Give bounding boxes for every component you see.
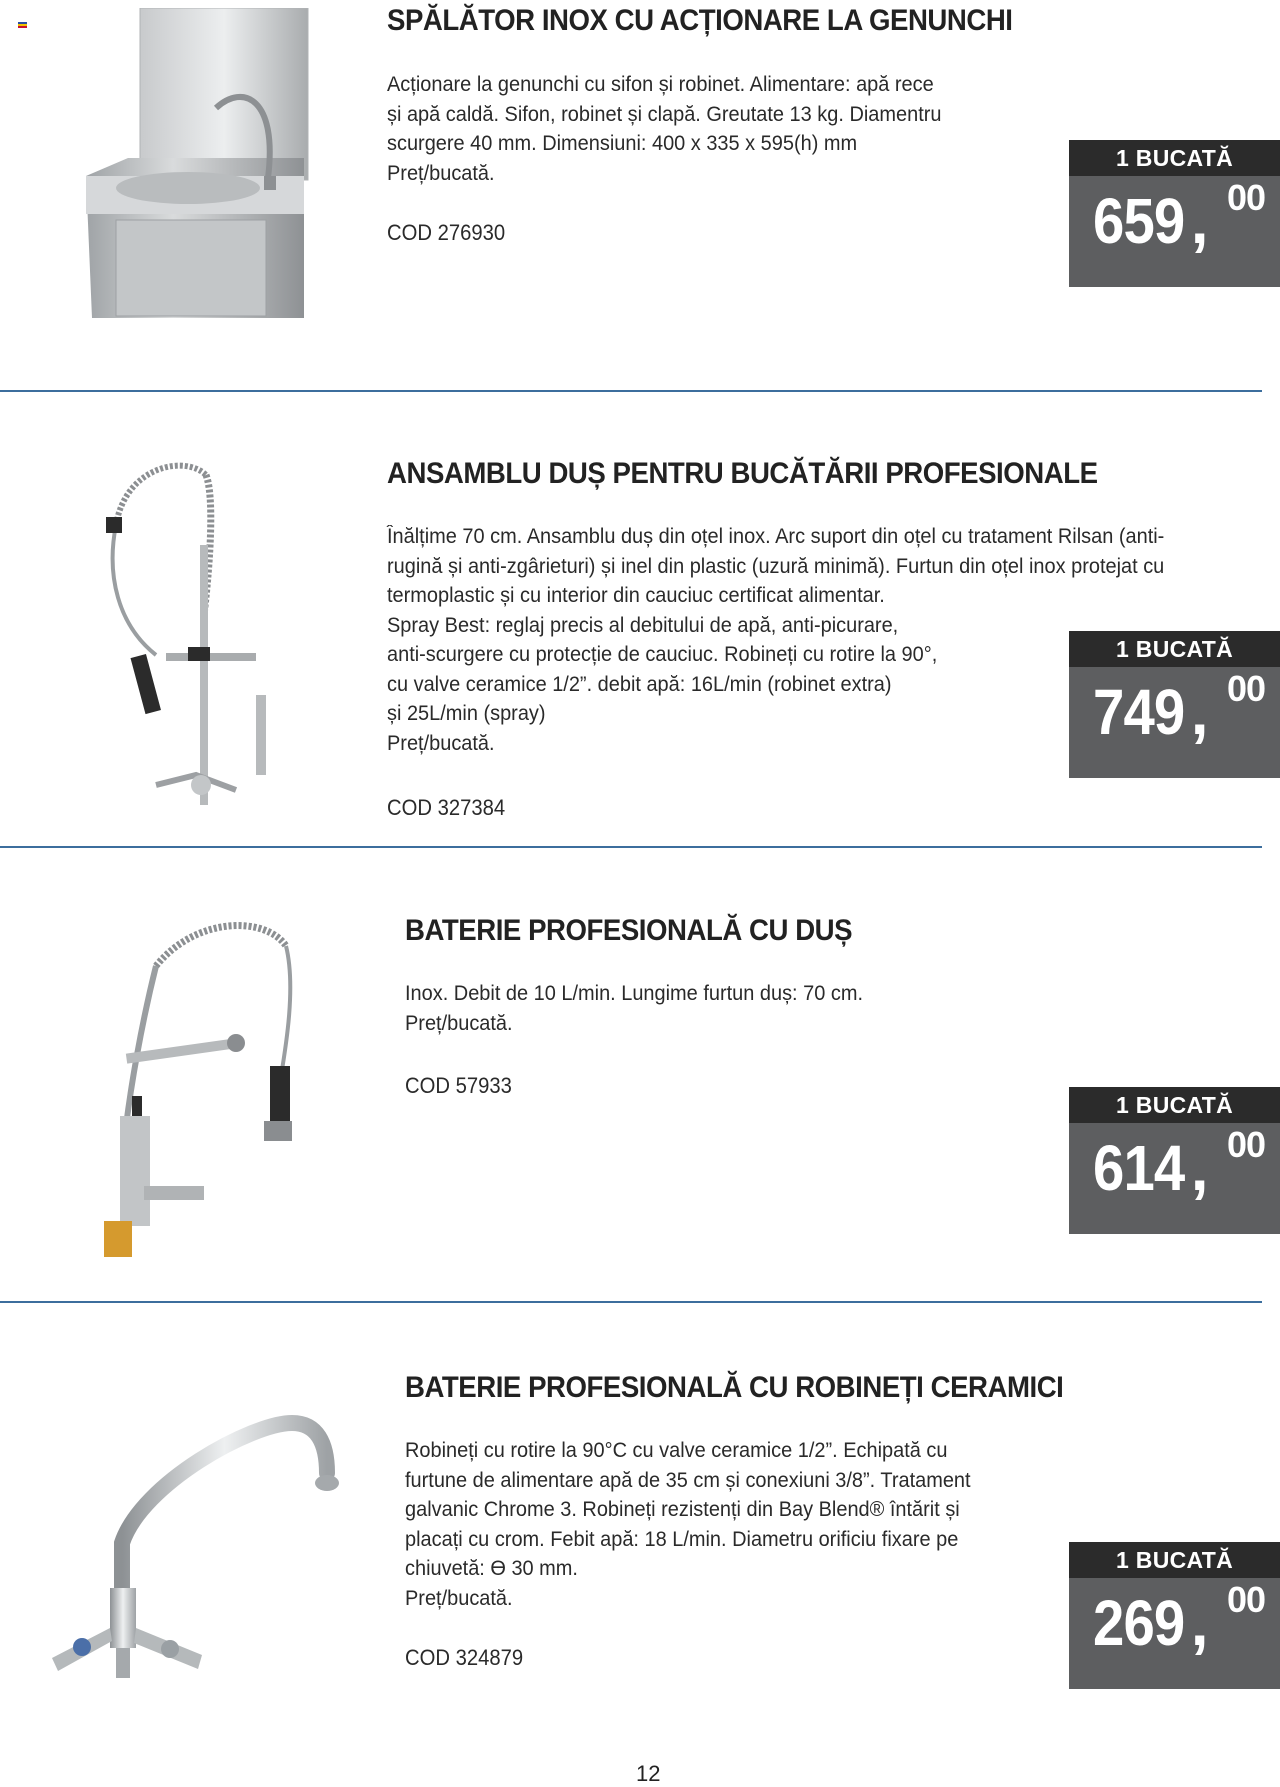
shower-unit-image [96, 455, 296, 815]
price-value: 269 , 00 [1093, 1579, 1266, 1659]
price-integer: 614 [1093, 1132, 1185, 1204]
product-title: BATERIE PROFESIONALĂ CU ROBINEȚI CERAMICI [405, 1371, 1064, 1404]
product-code: COD 276930 [387, 220, 506, 245]
product-card [0, 848, 1280, 1303]
price-decimals: 00 [1227, 177, 1266, 218]
product-code: COD 327384 [387, 795, 506, 820]
price-value: 614 , 00 [1093, 1124, 1266, 1204]
product-card [0, 1303, 1280, 1743]
product-title: ANSAMBLU DUȘ PENTRU BUCĂTĂRII PROFESIONALE [387, 457, 1098, 490]
price-integer: 269 [1093, 1587, 1185, 1659]
quantity-label: 1 BUCATĂ [1069, 631, 1280, 667]
price-box [1069, 140, 1280, 287]
product-description: Inox. Debit de 10 L/min. Lungime furtun duș: 70 cm. Preț/bucată. [405, 982, 864, 1035]
price-box [1069, 631, 1280, 778]
product-title: BATERIE PROFESIONALĂ CU DUȘ [405, 914, 853, 947]
product-card [0, 0, 1280, 395]
ceramic-tap-image [52, 1393, 372, 1683]
product-description: Acționare la genunchi cu sifon și robinet. Alimentare: apă rece și apă caldă. Sifon, robinet și clapă. Greutate 13 kg. Diamentru scurgere 40 mm. Dimensiuni: 400 x 335 x 595(h) mm Preț/bucată. [387, 73, 942, 185]
section-divider [0, 390, 1262, 392]
product-title: SPĂLĂTOR INOX CU ACȚIONARE LA GENUNCHI [387, 4, 1013, 37]
product-code: COD 57933 [405, 1073, 512, 1098]
product-card [0, 395, 1280, 845]
quantity-label: 1 BUCATĂ [1069, 140, 1280, 176]
price-box [1069, 1087, 1280, 1234]
quantity-label: 1 BUCATĂ [1069, 1087, 1280, 1123]
quantity-label: 1 BUCATĂ [1069, 1542, 1280, 1578]
mixer-with-shower-image [96, 916, 326, 1276]
product-description: Înălțime 70 cm. Ansamblu duș din oțel inox. Arc suport din oțel cu tratament Rilsan (anti- rugină și anti-zgârieturi) și inel din plastic (uzură minimă). Furtun din oțel inox protejat cu termoplastic și cu interior din cauciuc certificat alimentar. Spray Best: reglaj precis al debitului de apă, anti-picurare, anti-scurgere cu protecție de cauciuc. Robineți cu rotire la 90°, cu valve ceramice 1/2”. debit apă: 16L/min (robinet extra) și 25L/min (spray) Preț/bucată. [387, 525, 1165, 755]
page-number: 12 [636, 1761, 661, 1786]
price-decimals: 00 [1227, 1579, 1266, 1620]
price-decimals: 00 [1227, 1124, 1266, 1165]
sink-image [78, 8, 310, 323]
price-integer: 659 [1093, 185, 1185, 257]
product-description: Robineți cu rotire la 90°C cu valve ceramice 1/2”. Echipată cu furtune de alimentare apă de 35 cm și conexiuni 3/8”. Tratament galvanic Chrome 3. Robineți rezistenți din Bay Blend® întărit și placați cu crom. Febit apă: 18 L/min. Diametru orificiu fixare pe chiuvetă: ϴ 30 mm. Preț/bucată. [405, 1439, 971, 1610]
product-code: COD 324879 [405, 1645, 524, 1670]
price-value: 749 , 00 [1093, 668, 1266, 748]
price-integer: 749 [1093, 676, 1185, 748]
price-decimals: 00 [1227, 668, 1266, 709]
price-box [1069, 1542, 1280, 1689]
price-value: 659 , 00 [1093, 177, 1266, 257]
